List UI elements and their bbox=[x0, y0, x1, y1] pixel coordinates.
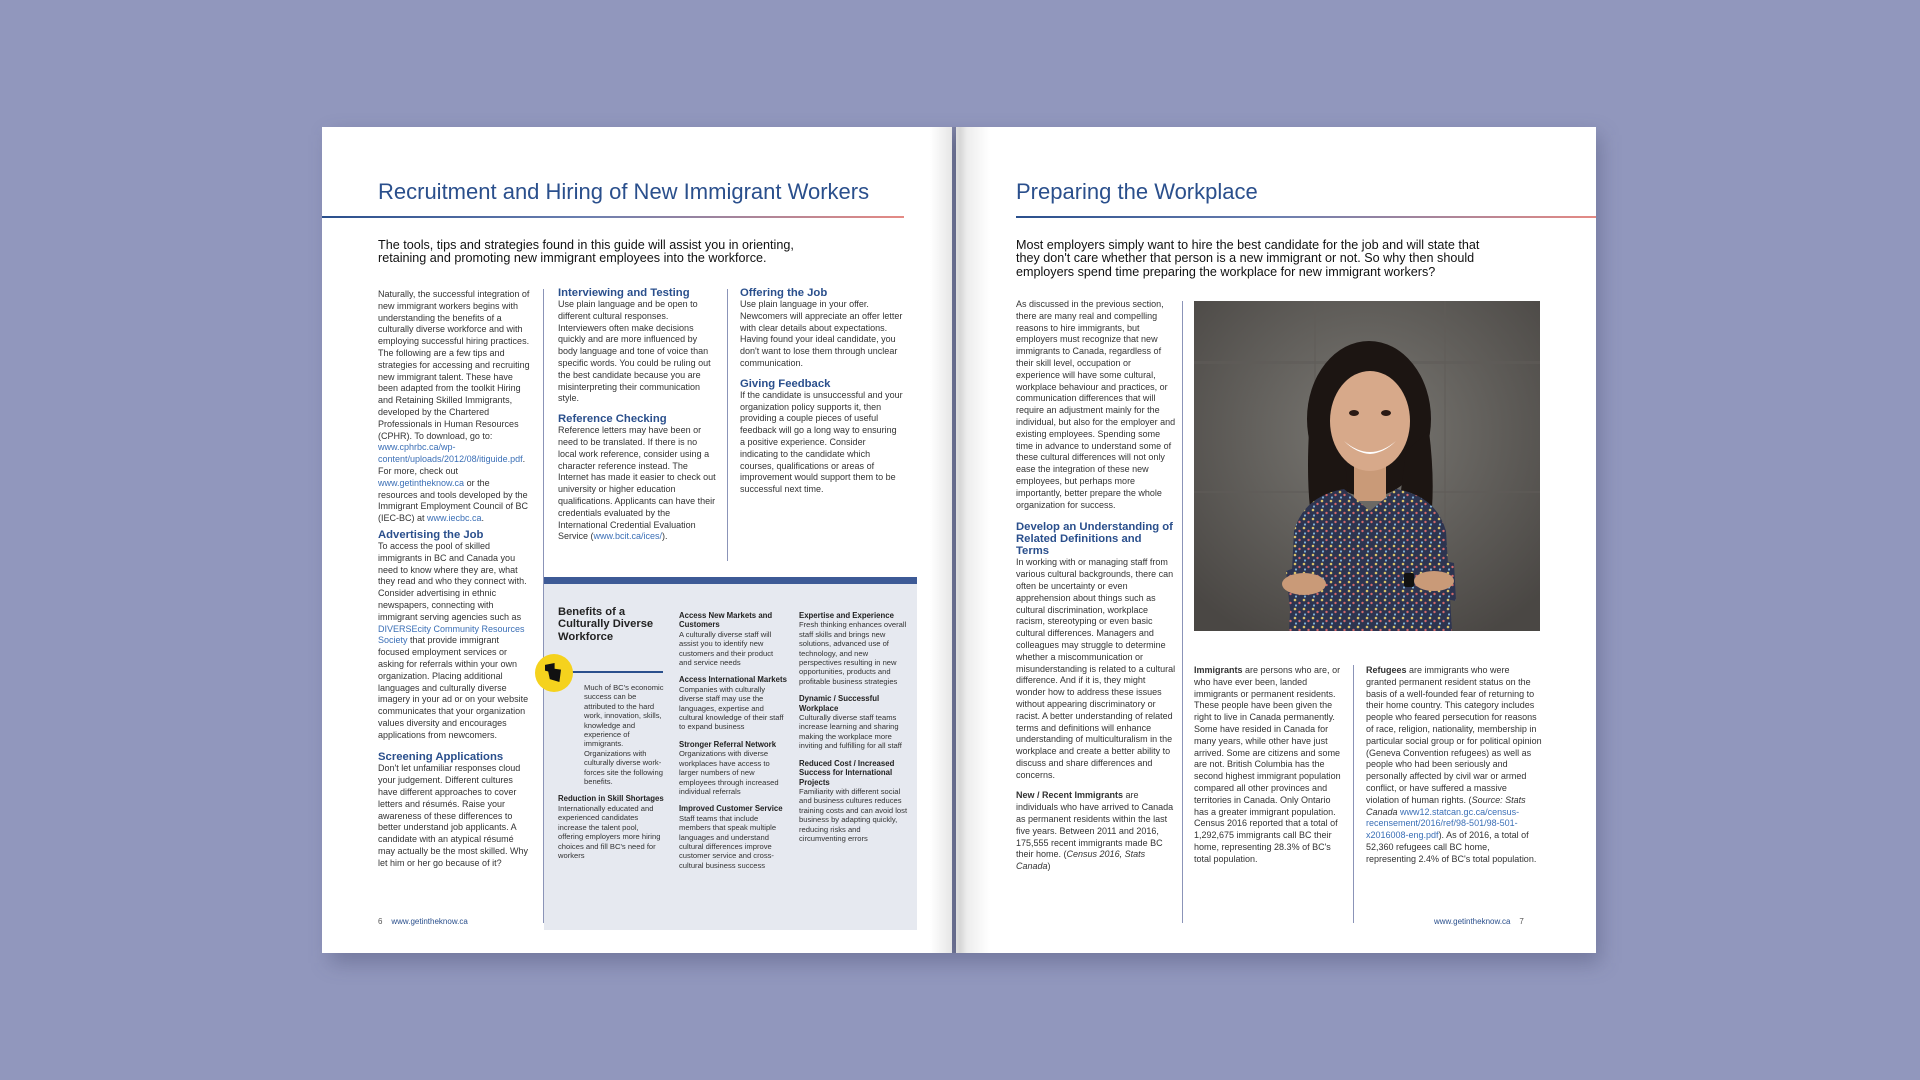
refugees-paragraph: Refugees are immigrants who were granted permanent resident status on the basis of a well-founded fear of returning to their home country. This category includes people who feared persecution for reasons of race, religion, nationality, membership in particular social group or for political opinion (Geneva Convention refugees) as well as people who had been seriously and personally affected by civil war or armed conflict, or have suffered a massive violation of human rights. (Source: Stats Canada www12.statcan.gc.ca/census-recensement/2016/ref/98-501/98-501-x2016008-eng.pdf). As of 2016, a total of 52,360 refugees call BC home, representing 2.4% of BC's total population. bbox=[1366, 665, 1542, 864]
right-page bbox=[956, 127, 1596, 953]
column-3 bbox=[740, 287, 904, 496]
column-3 bbox=[1366, 665, 1542, 866]
develop-paragraph: In working with or managing staff from various cultural backgrounds, there can often be uncertainty or even apprehension about things such as cultural discrimination, workplace racism, stereotyping or even basic cultural differences. Managers and colleagues may struggle to determine whether a miscommunication or misunderstanding is related to a cultural difference. And if it is, they might wonder how to address these issues without appearing discriminatory or racist. A better understanding of related terms and definitions will enhance understanding of multiculturalism in the workplace and create a better ability to discuss and share differences and concerns. bbox=[1016, 557, 1176, 780]
footer bbox=[378, 917, 468, 926]
left-page bbox=[322, 127, 952, 953]
ices-link[interactable]: www.bcit.ca/ices/ bbox=[593, 531, 663, 542]
feedback-paragraph: If the candidate is unsuccessful and your organization policy supports it, then providing a couple pieces of useful feedback will go a long way to ensuring a positive experience. Consider indicating to the candidate which courses, qualifications or areas of improvement would support them to be successful next time. bbox=[740, 389, 903, 495]
benefit-item: Reduced Cost / Increased Success for International Projects Familiarity with different social and business cultures reduces training costs and can avoid lost business by adapting quickly, reducing risks and circumventing errors bbox=[799, 758, 908, 843]
benefit-item: Access New Markets and Customers A culturally diverse staff will assist you to identify new customers and their product and service needs bbox=[679, 611, 774, 668]
benefit-item: Improved Customer Service Staff teams that include members that speak multiple languages and understand cultural differences improve customer service and cross-cultural business success bbox=[679, 804, 783, 870]
footer bbox=[1434, 917, 1524, 926]
benefits-title: Benefits of a Culturally Diverse Workforce bbox=[558, 606, 654, 643]
heading-offering: Offering the Job bbox=[740, 287, 828, 299]
benefit-item: Stronger Referral Network Organizations with diverse workplaces have access to larger numbers of new employees through increased individual referrals bbox=[679, 739, 779, 796]
column-2 bbox=[1194, 665, 1344, 866]
column-divider bbox=[1182, 301, 1183, 923]
interviewing-paragraph: Use plain language and be open to different cultural responses. Interviewers often make decisions quickly and are more influenced by body language and tone of voice than specific words. You could be ruling out the best candidate because you are misinterpreting their communication style. bbox=[558, 299, 711, 404]
benefits-col-2 bbox=[679, 611, 787, 878]
reference-paragraph: Reference letters may have been or need to be translated. If there is no local work reference, consider using a character reference instead. The Internet has made it easier to check out university or higher education qualifications. Applicants can have their credentials evaluated by the International Credential Evaluation Service (www.bcit.ca/ices/). bbox=[558, 425, 716, 542]
heading-feedback: Giving Feedback bbox=[740, 377, 831, 390]
benefit-item: Reduction in Skill Shortages Internationally educated and experienced candidates increase the talent pool, offering employers more hiring choices and fill BC's need for workers bbox=[558, 794, 664, 860]
column-1 bbox=[378, 289, 531, 870]
column-2 bbox=[558, 287, 718, 543]
offering-paragraph: Use plain language in your offer. Newcomers will appreciate an offer letter with clear details about expectations. Having found your ideal candidate, you don't want to lose them through unclear communication. bbox=[740, 299, 903, 368]
getintheknow-link[interactable]: www.getintheknow.ca bbox=[378, 477, 465, 488]
lead-paragraph: Most employers simply want to hire the best candidate for the job and will state that they don't care whether that person is a new immigrant or not. So why then should employers spend time preparing the workplace for new immigrant workers? bbox=[1016, 238, 1480, 279]
iecbc-link[interactable]: www.iecbc.ca bbox=[427, 513, 482, 524]
intro-paragraph: As discussed in the previous section, there are many real and compelling reasons to hire immigrants, but employers must recognize that new immigrants to Canada, regardless of their skill level, occupation or experience will have some cultural, workplace behaviour and practices, or communication differences that will require an adjustment mainly for the individual, but also for the employer and existing employees. Spending some time in advance to understand some of these cultural differences will not only ease the integration of these new employees, but perhaps more importantly, better prepare the whole organization for success. bbox=[1016, 299, 1176, 510]
benefits-title-rule bbox=[558, 671, 663, 673]
heading-interviewing: Interviewing and Testing bbox=[558, 287, 690, 299]
column-divider bbox=[1353, 665, 1354, 923]
portrait-photo bbox=[1194, 301, 1540, 631]
benefits-intro: Much of BC's economic success can be attributed to the hard work, innovation, skills, knowledge and experience of immigrants. Organizations with culturally diverse work-forces site the following benefits. bbox=[584, 683, 664, 787]
benefits-col-1 bbox=[558, 683, 664, 868]
diversecity-link[interactable]: DIVERSEcity Community Resources Society bbox=[378, 623, 525, 646]
advertising-paragraph: To access the pool of skilled immigrants in BC and Canada you need to know where they are, what they read and who they connect with. Consider advertising in ethnic newspapers, connecting with immigrant serving agencies such as DIVERSEcity Community Resources Society that provide immigrant focused employment services or asking for referrals within your own organization. Placing additional languages and culturally diverse imagery in your ad or on your website communicates that your organization values diversity and encourages applications from newcomers. bbox=[378, 540, 529, 740]
intro-paragraph: Naturally, the successful integration of new immigrant workers begins with understanding the benefits of a culturally diverse workforce and with employing successful hiring practices. The following are a few tips and strategies for accessing and recruiting new immigrant talent. These have been adapted from the toolkit Hiring and Retaining Skilled Immigrants, developed by the Chartered Professionals in Human Resources (CPHR). To download, go to: www.cphrbc.ca/wp-content/uploads/2012/08/itiguide.pdf. For more, check out www.getintheknow.ca or the resources and tools developed by the Immigrant Employment Council of BC (IEC-BC) at www.iecbc.ca. bbox=[378, 289, 530, 524]
benefits-col-3 bbox=[799, 611, 909, 851]
page-title: Recruitment and Hiring of New Immigrant Workers bbox=[378, 179, 870, 204]
portrait-image bbox=[1194, 301, 1540, 631]
title-rule bbox=[1016, 216, 1596, 218]
title-rule bbox=[322, 216, 904, 218]
heading-develop: Develop an Understanding of Related Definitions and Terms bbox=[1016, 521, 1173, 558]
page-number: 6 bbox=[378, 917, 383, 926]
footer-url[interactable]: www.getintheknow.ca bbox=[1434, 917, 1511, 926]
heading-reference: Reference Checking bbox=[558, 413, 667, 426]
benefits-box bbox=[544, 577, 917, 930]
new-recent-paragraph: New / Recent Immigrants are individuals who have arrived to Canada as permanent residents within the last five years. Between 2011 and 2016, 175,555 recent immigrants made BC their home. (Census 2016, Stats Canada) bbox=[1016, 790, 1174, 872]
lead-paragraph: The tools, tips and strategies found in this guide will assist you in orienting, retaining and promoting new immigrant employees into the workforce. bbox=[378, 238, 794, 266]
column-divider bbox=[727, 289, 728, 561]
page-number: 7 bbox=[1519, 917, 1524, 926]
statcan-link[interactable]: www12.statcan.gc.ca/census-recensement/2016/ref/98-501/98-501-x2016008-eng.pdf bbox=[1366, 806, 1520, 841]
heading-advertising: Advertising the Job bbox=[378, 528, 484, 541]
benefit-item: Access International Markets Companies with culturally diverse staff may use the languages, expertise and cultural knowledge of their staff to expand business bbox=[679, 675, 787, 732]
page-title: Preparing the Workplace bbox=[1016, 179, 1258, 204]
screening-paragraph: Don't let unfamiliar responses cloud your judgement. Different cultures have different approaches to cover letters and résumés. Raise your awareness of these differences to better understand job applicants. A candidate with an atypical résumé may actually be the most skilled. Why let him or her go because of it? bbox=[378, 763, 529, 868]
benefit-item: Expertise and Experience Fresh thinking enhances overall staff skills and brings new solutions, advanced use of technology, and new perspectives resulting in new opportunities, products and profitable business strategies bbox=[799, 611, 907, 686]
benefit-item: Dynamic / Successful Workplace Culturally diverse staff teams increase learning and sharing making the workplace more inviting and fulfilling for all staff bbox=[799, 694, 902, 751]
heading-screening: Screening Applications bbox=[378, 751, 504, 764]
bc-map-icon bbox=[535, 654, 573, 692]
footer-url[interactable]: www.getintheknow.ca bbox=[391, 917, 468, 926]
cphr-link[interactable]: www.cphrbc.ca/wp-content/uploads/2012/08/itiguide.pdf bbox=[378, 442, 523, 465]
column-1 bbox=[1016, 299, 1176, 873]
immigrants-paragraph: Immigrants are persons who are, or who have ever been, landed immigrants or permanent residents. These people have been given the right to live in Canada permanently. Some have resided in Canada for many years, while other have just arrived. Some are citizens and some are not. British Columbia has the second highest immigrant population compared all other provinces and territories in Canada. Only Ontario has a greater immigrant population. Census 2016 reported that a total of 1,292,675 immigrants call BC their home, representing 28.3% of BC's total population. bbox=[1194, 665, 1341, 864]
